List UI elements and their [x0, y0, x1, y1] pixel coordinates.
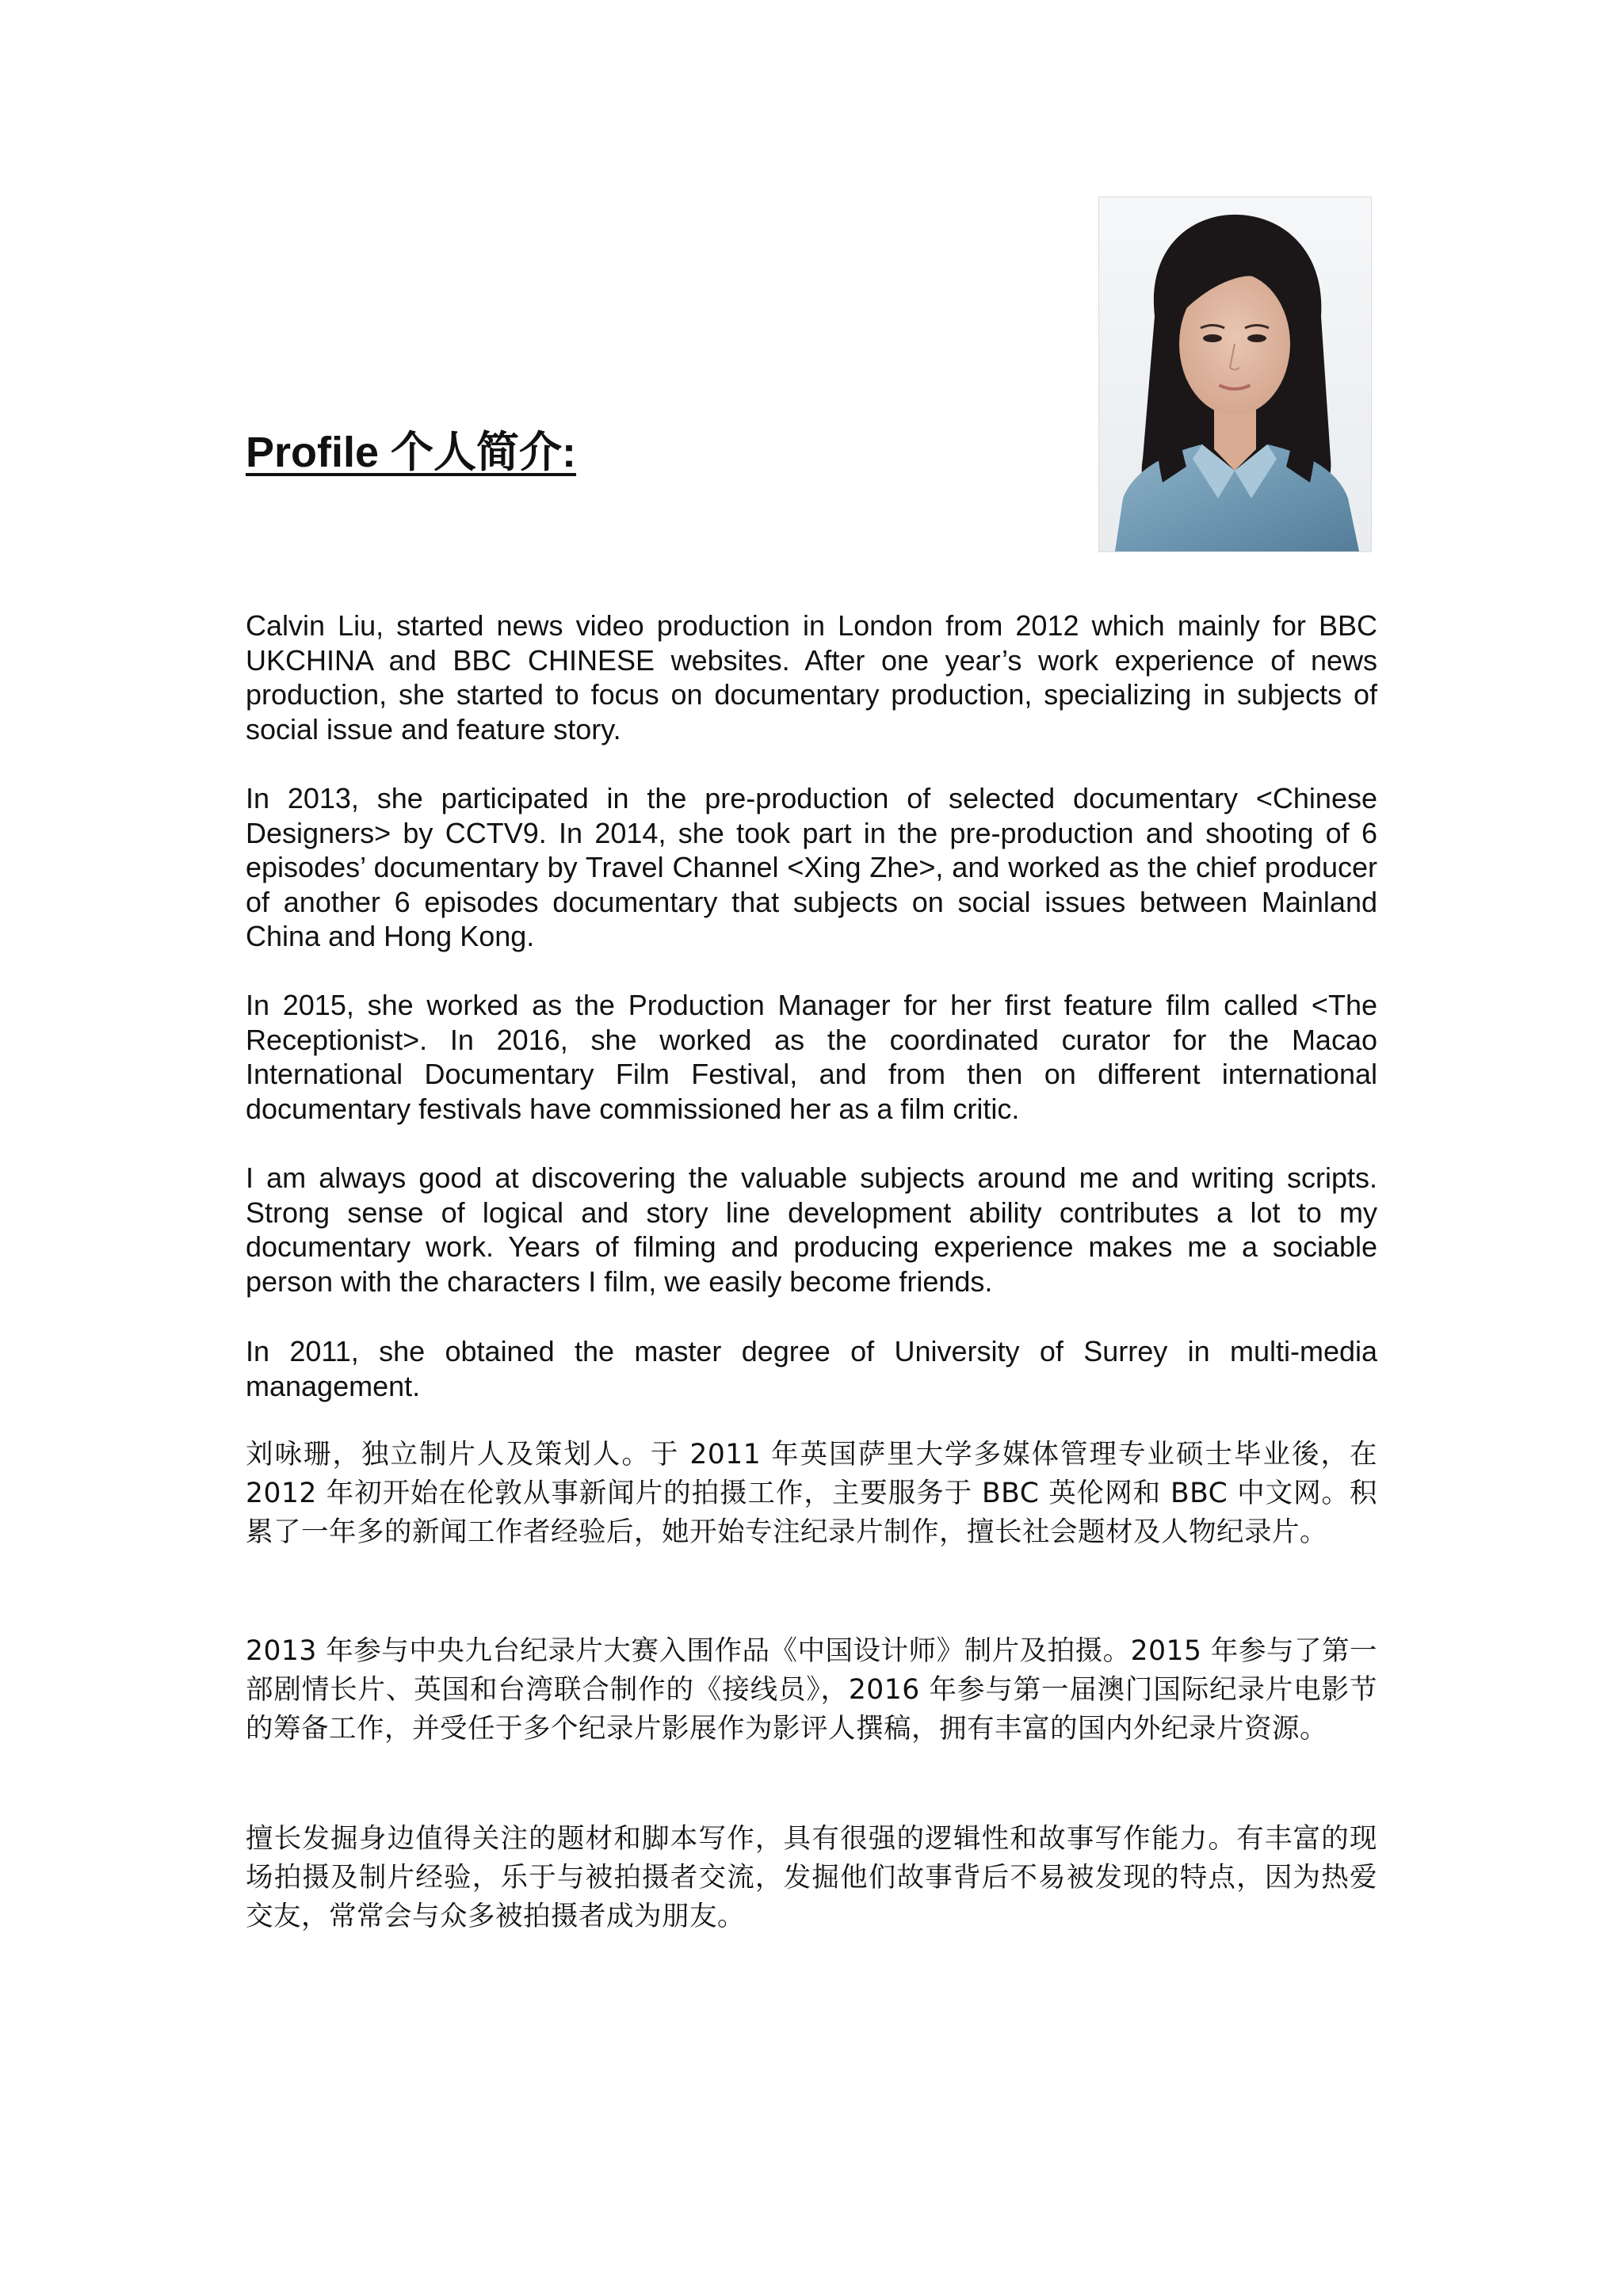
english-paragraph-1: Calvin Liu, started news video production in London from 2012 which mainly for BBC UKCHINA and BBC CHINESE websites. After one year’s work experience of news production, she started to focus on documentary production, specializing in subjects of social issue and feature story. [246, 609, 1377, 746]
chinese-paragraph-2: 2013 年参与中央九台纪录片大赛入围作品《中国设计师》制片及拍摄。2015 年参与了第一部剧情长片、英国和台湾联合制作的《接线员》，2016 年参与第一届澳门国际纪录片电影节的筹备工作，并受任于多个纪录片影展作为影评人撰稿，拥有丰富的国内外纪录片资源。 [246, 1635, 1377, 1745]
portrait-illustration [1099, 197, 1371, 551]
english-paragraph-5: In 2011, she obtained the master degree of University of Surrey in multi-media management. [246, 1335, 1377, 1402]
chinese-paragraph-3-block [246, 1820, 1377, 1936]
english-paragraph-5-block [246, 1334, 1377, 1403]
chinese-paragraph-3: 擅长发掘身边值得关注的题材和脚本写作，具有很强的逻辑性和故事写作能力。有丰富的现场拍摄及制片经验，乐于与被拍摄者交流，发掘他们故事背后不易被发现的特点，因为热爱交友，常常会与众多被拍摄者成为朋友。 [246, 1823, 1377, 1932]
english-paragraph-2: In 2013, she participated in the pre-production of selected documentary <Chinese Designers> by CCTV9. In 2014, she took part in the pre-production and shooting of 6 episodes’ documentary by Travel Channel <Xing Zhe>, and worked as the chief producer of another 6 episodes documentary that subjects on social issues between Mainland China and Hong Kong. [246, 782, 1377, 952]
chinese-paragraph-2-block [246, 1632, 1377, 1749]
page-title: Profile 个人简介: [246, 429, 577, 476]
english-paragraph-4-block [246, 1161, 1377, 1299]
chinese-paragraph-1: 刘咏珊，独立制片人及策划人。于 2011 年英国萨里大学多媒体管理专业硕士毕业後，在 2012 年初开始在伦敦从事新闻片的拍摄工作，主要服务于 BBC 英伦网和 BBC 中文网。积累了一年多的新闻工作者经验后，她开始专注纪录片制作，擅长社会题材及人物纪录片。 [246, 1439, 1377, 1548]
english-paragraph-4: I am always good at discovering the valuable subjects around me and writing scripts. Strong sense of logical and story line development ability contributes a lot to my documentary work. Years of filming and producing experience makes me a sociable person with the characters I film, we easily become friends. [246, 1161, 1377, 1298]
english-paragraph-1-block [246, 608, 1377, 746]
chinese-paragraph-1-block [246, 1436, 1377, 1552]
profile-photo [1098, 196, 1372, 552]
english-paragraph-2-block [246, 781, 1377, 954]
english-paragraph-3: In 2015, she worked as the Production Manager for her first feature film called <The Receptionist>. In 2016, she worked as the coordinated curator for the Macao International Documentary Film Festival, and from then on different international documentary festivals have commissioned her as a film critic. [246, 989, 1377, 1125]
english-paragraph-3-block [246, 988, 1377, 1126]
